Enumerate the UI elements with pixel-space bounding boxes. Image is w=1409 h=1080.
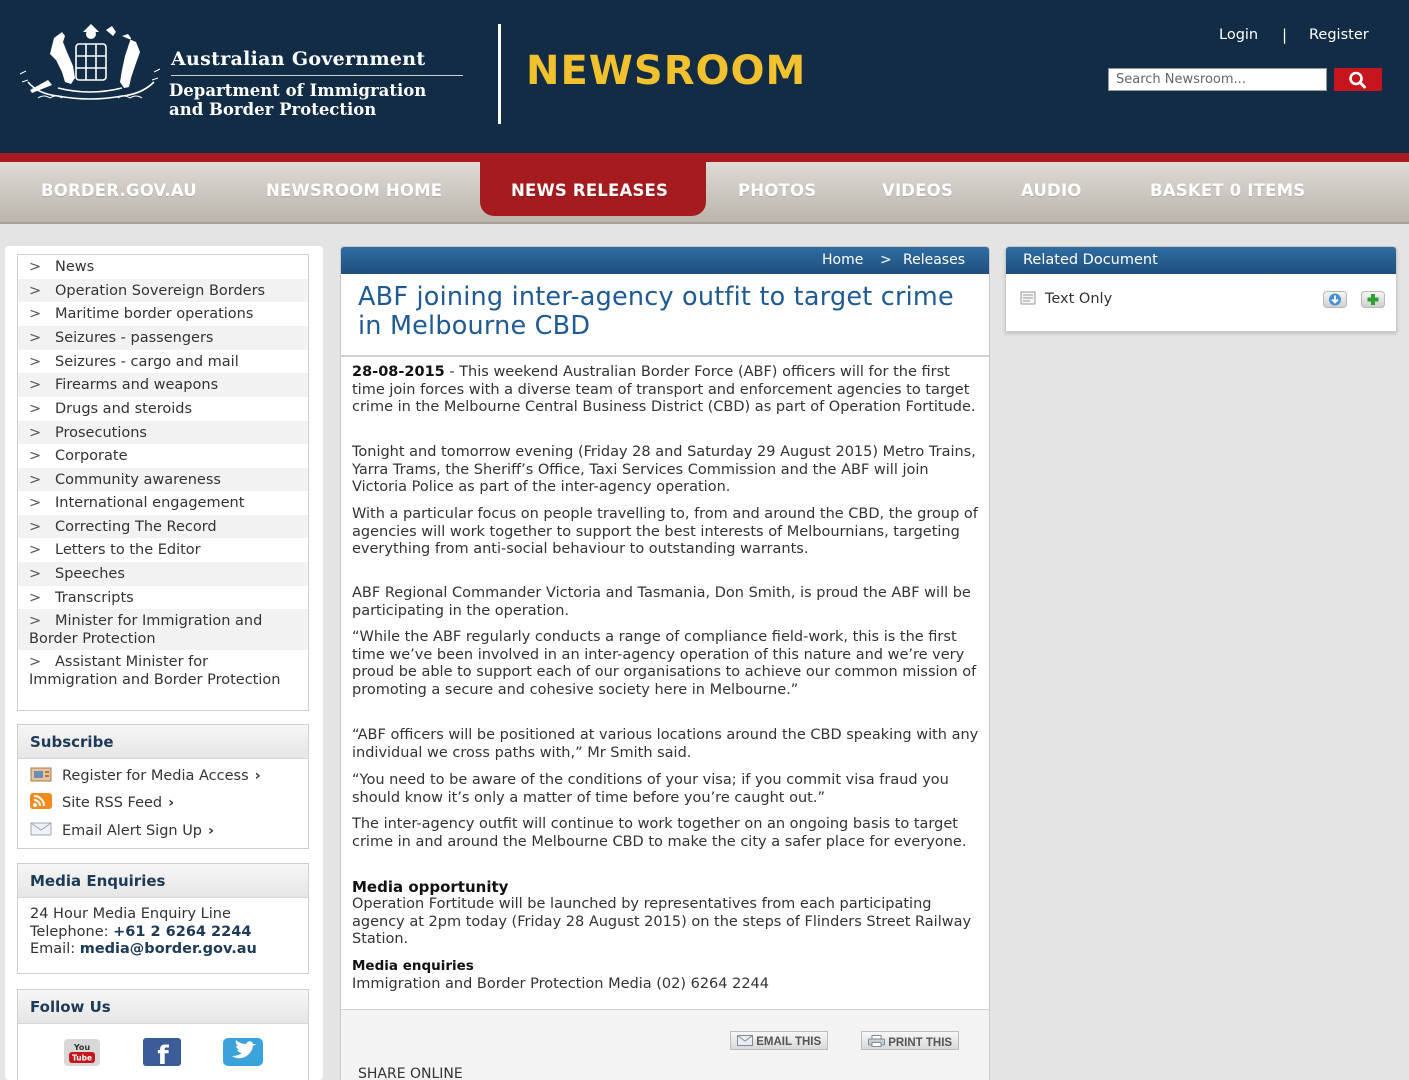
category-item[interactable] — [29, 654, 299, 689]
rss-icon — [30, 793, 52, 809]
chevron-right-icon: › — [168, 795, 175, 811]
category-item[interactable] — [29, 566, 299, 584]
media-access-icon — [30, 766, 52, 782]
category-label: Prosecutions — [55, 425, 147, 441]
category-item[interactable] — [29, 354, 299, 372]
email-alert-label: Email Alert Sign Up — [62, 823, 203, 839]
category-item[interactable] — [29, 542, 299, 560]
category-item[interactable] — [29, 401, 299, 419]
department-line-2: and Border Protection — [169, 100, 377, 119]
email-this-label: EMAIL THIS — [756, 1036, 822, 1048]
media-enquiries-header — [18, 864, 308, 898]
related-document-panel — [1005, 246, 1397, 332]
chevron-right-icon: > — [29, 283, 42, 299]
article-title: ABF joining inter-agency outfit to target crime in Melbourne CBD — [358, 282, 954, 341]
chevron-right-icon: > — [29, 354, 42, 370]
subscribe-title: Subscribe — [30, 733, 114, 751]
share-online-label: SHARE ONLINE — [358, 1066, 463, 1080]
nav-newsroom-home[interactable]: NEWSROOM HOME — [266, 181, 443, 200]
facebook-icon[interactable] — [143, 1038, 181, 1066]
register-media-access-label: Register for Media Access — [62, 768, 249, 784]
article-paragraph: With a particular focus on people travelling to, from and around the CBD, the group of agencies will work together to support the best interests of Melbournians, targeting everything from anti-social behaviour to outstanding warrants. — [352, 506, 978, 558]
article-paragraph: ABF Regional Commander Victoria and Tasmania, Don Smith, is proud the ABF will be participating in the operation. — [352, 585, 971, 619]
chevron-right-icon: > — [29, 330, 42, 346]
category-label: Maritime border operations — [55, 306, 254, 322]
chevron-right-icon: > — [29, 495, 42, 511]
print-this-button[interactable] — [861, 1031, 959, 1050]
media-opportunity-heading: Media opportunity — [352, 878, 509, 896]
breadcrumb-home[interactable]: Home — [822, 252, 864, 268]
media-enquiries-body — [30, 906, 310, 959]
media-enquiries-text: Immigration and Border Protection Media (02) 6264 2244 — [352, 976, 770, 992]
category-item[interactable] — [29, 377, 299, 395]
nav-photos[interactable]: PHOTOS — [738, 181, 817, 200]
printer-icon — [868, 1035, 885, 1047]
follow-us-header — [18, 990, 308, 1024]
government-title: Australian Government — [171, 48, 426, 70]
category-item[interactable] — [29, 472, 299, 490]
phone-number[interactable]: +61 2 6264 2244 — [113, 923, 252, 940]
media-opportunity-text: Operation Fortitude will be launched by representatives from each participating agency at 2pm today (Friday 28 August 2015) on the steps of Flinders Street Railway Station. — [352, 896, 972, 948]
chevron-right-icon: > — [29, 306, 42, 322]
chevron-right-icon: > — [29, 542, 42, 558]
login-link[interactable]: Login — [1219, 27, 1259, 43]
category-item[interactable] — [29, 283, 299, 301]
article-lead-text: - This weekend Australian Border Force (ABF) officers will for the first time join forces with a diverse team of transport and enforcement agencies to target crime in the Melbourne Central Business District (CBD) as part of Operation Fortitude. — [352, 364, 976, 416]
email-label: Email: — [30, 941, 76, 957]
category-label: Corporate — [55, 448, 128, 464]
document-icon — [1020, 291, 1036, 305]
subscribe-header — [18, 725, 308, 759]
media-phone-row — [30, 924, 310, 942]
download-icon — [1324, 292, 1346, 307]
related-document-header — [1006, 247, 1396, 274]
chevron-right-icon: > — [29, 613, 42, 629]
article-paragraph: “ABF officers will be positioned at various locations around the CBD speaking with any individual we cross paths with,” Mr Smith said. — [352, 727, 979, 761]
nav-audio[interactable]: AUDIO — [1021, 181, 1082, 200]
phone-label: Telephone: — [30, 923, 109, 940]
article-paragraph: “You need to be aware of the conditions of your visa; if you commit visa fraud you should know it’s only a matter of time before you’re caught out.” — [352, 772, 949, 806]
category-label: Transcripts — [55, 590, 134, 606]
chevron-right-icon: > — [29, 472, 42, 488]
download-button[interactable] — [1323, 291, 1347, 308]
department-name — [169, 81, 479, 119]
twitter-icon[interactable] — [223, 1038, 263, 1066]
nav-videos[interactable]: VIDEOS — [882, 181, 953, 200]
search-icon — [1334, 68, 1382, 91]
nav-basket[interactable]: BASKET 0 ITEMS — [1150, 181, 1306, 200]
media-email-row — [30, 941, 310, 959]
category-label: Seizures - cargo and mail — [55, 354, 239, 370]
nav-border-gov[interactable]: BORDER.GOV.AU — [41, 181, 197, 200]
add-icon — [1362, 292, 1384, 307]
subscribe-panel — [17, 724, 309, 849]
chevron-right-icon: › — [208, 823, 214, 839]
rss-feed-label: Site RSS Feed — [62, 795, 163, 811]
print-this-label: PRINT THIS — [888, 1036, 953, 1049]
site-header — [0, 0, 1409, 153]
svg-text:You: You — [73, 1043, 91, 1052]
chevron-right-icon: › — [254, 768, 261, 784]
category-label: International engagement — [55, 495, 245, 511]
article-paragraph: Tonight and tomorrow evening (Friday 28 and Saturday 29 August 2015) Metro Trains, Yarra Trams, the Sheriff’s Office, Taxi Services Commission and the ABF will join Victoria Police as part of the inter-agency operation. — [352, 444, 976, 496]
rss-feed-link[interactable] — [30, 793, 174, 811]
chevron-right-icon: > — [29, 425, 42, 441]
main-nav — [0, 162, 1409, 224]
login-register-separator: | — [1282, 26, 1288, 44]
category-label: Speeches — [55, 566, 125, 582]
article-breadcrumb-bar — [341, 247, 989, 274]
category-label: Operation Sovereign Borders — [55, 283, 266, 299]
svg-text:Tube: Tube — [71, 1053, 93, 1063]
category-label: Assistant Minister for Immigration and Border Protection — [29, 654, 281, 688]
breadcrumb-separator: > — [880, 252, 892, 268]
category-label: Drugs and steroids — [55, 401, 193, 417]
newsroom-title[interactable]: NEWSROOM — [526, 48, 807, 94]
title-divider — [341, 355, 989, 357]
category-item[interactable] — [29, 613, 299, 648]
breadcrumb-releases[interactable]: Releases — [903, 252, 965, 268]
article-panel — [340, 246, 990, 1080]
article-paragraph: “While the ABF regularly conducts a range of compliance field-work, this is the first time we’ve been involved in an inter-agency operation of this nature and we’re very proud be able to support each of our organisations to achieve our common mission of promoting a secure and cohesive society here in Melbourne.” — [352, 629, 977, 698]
related-document-title: Related Document — [1023, 252, 1158, 268]
svg-text:f: f — [157, 1041, 169, 1066]
category-label: Letters to the Editor — [55, 542, 201, 558]
media-enquiries-heading: Media enquiries — [352, 958, 474, 974]
coat-of-arms-crest-icon[interactable] — [18, 22, 162, 106]
category-item[interactable] — [29, 590, 299, 608]
envelope-icon — [737, 1035, 753, 1046]
header-divider — [498, 24, 501, 124]
search-input[interactable] — [1108, 68, 1327, 91]
email-alert-link[interactable] — [30, 821, 214, 839]
nav-news-releases[interactable]: NEWS RELEASES — [511, 181, 669, 200]
chevron-right-icon: > — [29, 519, 42, 535]
category-item[interactable] — [29, 519, 299, 537]
nav-accent-bar — [0, 153, 1409, 162]
category-label: Firearms and weapons — [55, 377, 219, 393]
chevron-right-icon: > — [29, 590, 42, 606]
category-item[interactable] — [29, 330, 299, 348]
category-label: Minister for Immigration and Border Protection — [29, 613, 263, 647]
email-icon — [30, 821, 52, 837]
add-to-basket-button[interactable] — [1361, 291, 1385, 308]
media-line: 24 Hour Media Enquiry Line — [30, 906, 231, 922]
media-email-link[interactable]: media@border.gov.au — [79, 941, 257, 957]
media-enquiries-title: Media Enquiries — [30, 872, 166, 890]
article-date: 28-08-2015 — [352, 364, 445, 380]
category-item[interactable] — [29, 259, 299, 277]
category-label: News — [55, 259, 95, 275]
article-paragraph: The inter-agency outfit will continue to work together on an ongoing basis to target crime in and around the Melbourne CBD to make the city a safer place for everyone. — [352, 816, 967, 850]
chevron-right-icon: > — [29, 448, 42, 464]
category-item[interactable] — [29, 495, 299, 513]
category-label: Seizures - passengers — [55, 330, 214, 346]
chevron-right-icon: > — [29, 654, 42, 670]
follow-us-title: Follow Us — [30, 998, 111, 1016]
category-label: Community awareness — [55, 472, 221, 488]
chevron-right-icon: > — [29, 401, 42, 417]
article-lead — [352, 364, 982, 417]
register-link[interactable]: Register — [1309, 27, 1369, 43]
chevron-right-icon: > — [29, 259, 42, 275]
register-media-access-link[interactable] — [30, 766, 261, 784]
government-title-divider — [171, 75, 463, 76]
follow-us-panel — [17, 989, 309, 1080]
search-button[interactable] — [1334, 68, 1382, 91]
media-enquiries-panel — [17, 863, 309, 974]
category-item[interactable] — [29, 448, 299, 466]
department-line-1: Department of Immigration — [169, 81, 427, 100]
category-label: Correcting The Record — [55, 519, 217, 535]
email-this-button[interactable] — [730, 1031, 828, 1050]
text-only-link[interactable]: Text Only — [1045, 291, 1113, 307]
category-item[interactable] — [29, 306, 299, 324]
youtube-icon[interactable] — [64, 1039, 100, 1066]
category-item[interactable] — [29, 425, 299, 443]
chevron-right-icon: > — [29, 377, 42, 393]
chevron-right-icon: > — [29, 566, 42, 582]
